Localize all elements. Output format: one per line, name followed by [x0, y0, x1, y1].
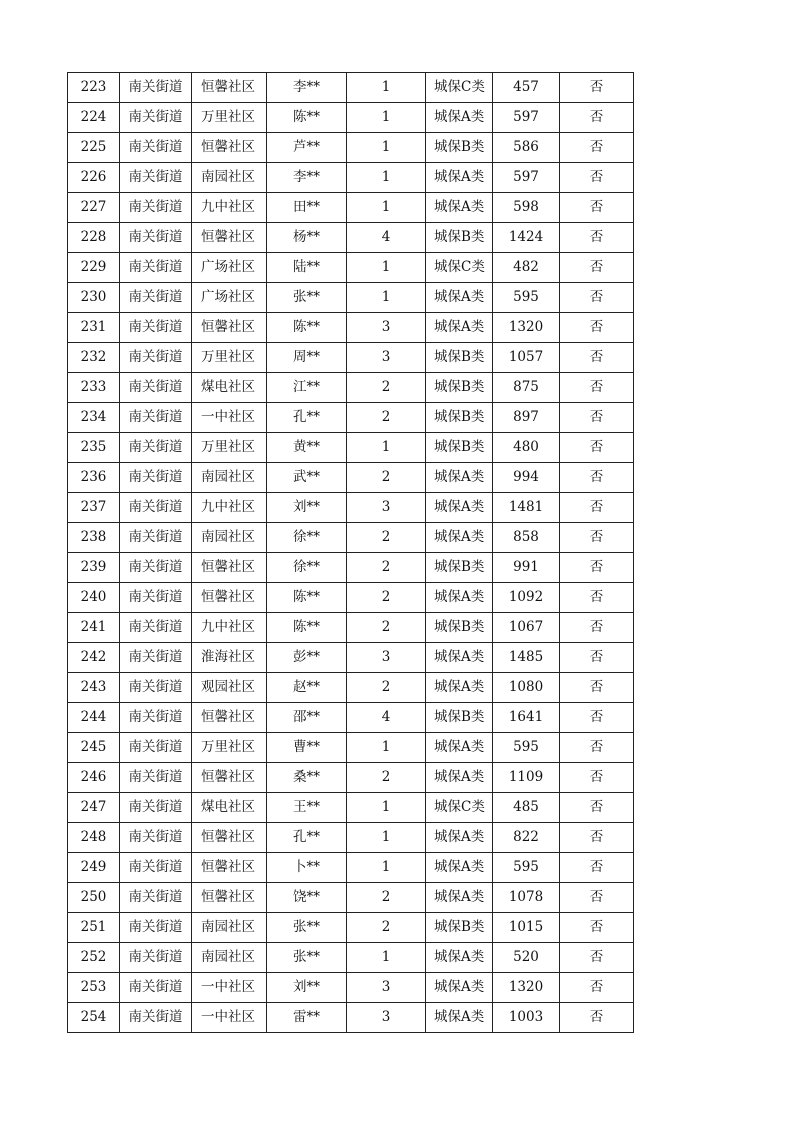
subdistrict-cell: 南关街道: [120, 793, 192, 823]
community-cell: 恒馨社区: [192, 223, 267, 253]
serial-number-cell: 250: [68, 883, 120, 913]
insurance-type-cell: 城保B类: [426, 703, 493, 733]
insurance-type-cell: 城保C类: [426, 793, 493, 823]
subdistrict-cell: 南关街道: [120, 943, 192, 973]
serial-number-cell: 236: [68, 463, 120, 493]
amount-cell: 822: [493, 823, 560, 853]
name-cell: 徐**: [267, 523, 347, 553]
subdistrict-cell: 南关街道: [120, 913, 192, 943]
community-cell: 恒馨社区: [192, 583, 267, 613]
insurance-type-cell: 城保A类: [426, 583, 493, 613]
serial-number-cell: 240: [68, 583, 120, 613]
household-size-cell: 2: [347, 883, 426, 913]
table-row: [68, 283, 634, 313]
serial-number-cell: 238: [68, 523, 120, 553]
table-row: [68, 553, 634, 583]
table-row: [68, 493, 634, 523]
table-row: [68, 313, 634, 343]
name-cell: 李**: [267, 163, 347, 193]
subdistrict-cell: 南关街道: [120, 103, 192, 133]
serial-number-cell: 248: [68, 823, 120, 853]
name-cell: 赵**: [267, 673, 347, 703]
community-cell: 淮海社区: [192, 643, 267, 673]
name-cell: 陈**: [267, 103, 347, 133]
subdistrict-cell: 南关街道: [120, 883, 192, 913]
insurance-type-cell: 城保C类: [426, 73, 493, 103]
subdistrict-cell: 南关街道: [120, 163, 192, 193]
serial-number-cell: 245: [68, 733, 120, 763]
household-size-cell: 1: [347, 733, 426, 763]
table-row: [68, 823, 634, 853]
household-size-cell: 1: [347, 193, 426, 223]
household-size-cell: 2: [347, 673, 426, 703]
flag-cell: 否: [560, 943, 634, 973]
table-row: [68, 583, 634, 613]
name-cell: 刘**: [267, 493, 347, 523]
table-row: [68, 433, 634, 463]
household-size-cell: 3: [347, 313, 426, 343]
insurance-type-cell: 城保A类: [426, 1003, 493, 1033]
serial-number-cell: 226: [68, 163, 120, 193]
flag-cell: 否: [560, 343, 634, 373]
flag-cell: 否: [560, 463, 634, 493]
serial-number-cell: 243: [68, 673, 120, 703]
serial-number-cell: 249: [68, 853, 120, 883]
insurance-type-cell: 城保A类: [426, 193, 493, 223]
table-row: [68, 103, 634, 133]
community-cell: 恒馨社区: [192, 883, 267, 913]
serial-number-cell: 242: [68, 643, 120, 673]
subdistrict-cell: 南关街道: [120, 553, 192, 583]
flag-cell: 否: [560, 133, 634, 163]
name-cell: 李**: [267, 73, 347, 103]
name-cell: 陈**: [267, 613, 347, 643]
serial-number-cell: 252: [68, 943, 120, 973]
insurance-type-cell: 城保A类: [426, 943, 493, 973]
insurance-type-cell: 城保B类: [426, 553, 493, 583]
community-cell: 恒馨社区: [192, 73, 267, 103]
amount-cell: 875: [493, 373, 560, 403]
community-cell: 万里社区: [192, 733, 267, 763]
table-row: [68, 223, 634, 253]
table-row: [68, 973, 634, 1003]
subdistrict-cell: 南关街道: [120, 433, 192, 463]
household-size-cell: 3: [347, 643, 426, 673]
subdistrict-cell: 南关街道: [120, 463, 192, 493]
amount-cell: 482: [493, 253, 560, 283]
serial-number-cell: 233: [68, 373, 120, 403]
table-row: [68, 193, 634, 223]
household-size-cell: 1: [347, 283, 426, 313]
flag-cell: 否: [560, 73, 634, 103]
community-cell: 南园社区: [192, 463, 267, 493]
household-size-cell: 3: [347, 973, 426, 1003]
flag-cell: 否: [560, 703, 634, 733]
records-table: [67, 72, 634, 1033]
name-cell: 曹**: [267, 733, 347, 763]
table-row: [68, 733, 634, 763]
name-cell: 武**: [267, 463, 347, 493]
amount-cell: 1485: [493, 643, 560, 673]
household-size-cell: 2: [347, 463, 426, 493]
subdistrict-cell: 南关街道: [120, 763, 192, 793]
amount-cell: 897: [493, 403, 560, 433]
community-cell: 广场社区: [192, 283, 267, 313]
insurance-type-cell: 城保A类: [426, 673, 493, 703]
community-cell: 恒馨社区: [192, 313, 267, 343]
flag-cell: 否: [560, 103, 634, 133]
amount-cell: 1003: [493, 1003, 560, 1033]
household-size-cell: 4: [347, 703, 426, 733]
records-table-body: [68, 73, 634, 1033]
subdistrict-cell: 南关街道: [120, 133, 192, 163]
flag-cell: 否: [560, 793, 634, 823]
flag-cell: 否: [560, 883, 634, 913]
table-row: [68, 943, 634, 973]
name-cell: 雷**: [267, 1003, 347, 1033]
community-cell: 观园社区: [192, 673, 267, 703]
community-cell: 九中社区: [192, 613, 267, 643]
insurance-type-cell: 城保A类: [426, 853, 493, 883]
household-size-cell: 2: [347, 553, 426, 583]
household-size-cell: 2: [347, 583, 426, 613]
table-row: [68, 373, 634, 403]
name-cell: 张**: [267, 943, 347, 973]
community-cell: 九中社区: [192, 493, 267, 523]
amount-cell: 991: [493, 553, 560, 583]
serial-number-cell: 225: [68, 133, 120, 163]
community-cell: 九中社区: [192, 193, 267, 223]
subdistrict-cell: 南关街道: [120, 733, 192, 763]
community-cell: 万里社区: [192, 433, 267, 463]
table-row: [68, 253, 634, 283]
subdistrict-cell: 南关街道: [120, 613, 192, 643]
flag-cell: 否: [560, 853, 634, 883]
table-row: [68, 463, 634, 493]
household-size-cell: 1: [347, 133, 426, 163]
amount-cell: 994: [493, 463, 560, 493]
insurance-type-cell: 城保A类: [426, 883, 493, 913]
flag-cell: 否: [560, 613, 634, 643]
flag-cell: 否: [560, 493, 634, 523]
insurance-type-cell: 城保B类: [426, 403, 493, 433]
table-row: [68, 913, 634, 943]
name-cell: 邵**: [267, 703, 347, 733]
name-cell: 陆**: [267, 253, 347, 283]
amount-cell: 597: [493, 163, 560, 193]
table-row: [68, 133, 634, 163]
flag-cell: 否: [560, 313, 634, 343]
subdistrict-cell: 南关街道: [120, 493, 192, 523]
amount-cell: 1109: [493, 763, 560, 793]
household-size-cell: 2: [347, 913, 426, 943]
flag-cell: 否: [560, 583, 634, 613]
community-cell: 恒馨社区: [192, 553, 267, 583]
amount-cell: 1320: [493, 973, 560, 1003]
name-cell: 陈**: [267, 313, 347, 343]
community-cell: 一中社区: [192, 973, 267, 1003]
household-size-cell: 2: [347, 763, 426, 793]
subdistrict-cell: 南关街道: [120, 523, 192, 553]
household-size-cell: 3: [347, 1003, 426, 1033]
household-size-cell: 4: [347, 223, 426, 253]
household-size-cell: 3: [347, 493, 426, 523]
insurance-type-cell: 城保B类: [426, 433, 493, 463]
name-cell: 孔**: [267, 403, 347, 433]
insurance-type-cell: 城保A类: [426, 973, 493, 1003]
table-row: [68, 703, 634, 733]
amount-cell: 1092: [493, 583, 560, 613]
household-size-cell: 2: [347, 523, 426, 553]
community-cell: 南园社区: [192, 913, 267, 943]
name-cell: 刘**: [267, 973, 347, 1003]
subdistrict-cell: 南关街道: [120, 703, 192, 733]
table-row: [68, 343, 634, 373]
household-size-cell: 2: [347, 613, 426, 643]
subdistrict-cell: 南关街道: [120, 853, 192, 883]
insurance-type-cell: 城保B类: [426, 613, 493, 643]
amount-cell: 597: [493, 103, 560, 133]
insurance-type-cell: 城保C类: [426, 253, 493, 283]
community-cell: 恒馨社区: [192, 853, 267, 883]
serial-number-cell: 253: [68, 973, 120, 1003]
amount-cell: 598: [493, 193, 560, 223]
name-cell: 张**: [267, 913, 347, 943]
serial-number-cell: 227: [68, 193, 120, 223]
table-row: [68, 523, 634, 553]
serial-number-cell: 247: [68, 793, 120, 823]
household-size-cell: 1: [347, 823, 426, 853]
flag-cell: 否: [560, 223, 634, 253]
household-size-cell: 2: [347, 403, 426, 433]
name-cell: 张**: [267, 283, 347, 313]
household-size-cell: 1: [347, 853, 426, 883]
amount-cell: 1481: [493, 493, 560, 523]
amount-cell: 480: [493, 433, 560, 463]
flag-cell: 否: [560, 763, 634, 793]
community-cell: 广场社区: [192, 253, 267, 283]
serial-number-cell: 241: [68, 613, 120, 643]
insurance-type-cell: 城保B类: [426, 913, 493, 943]
serial-number-cell: 223: [68, 73, 120, 103]
community-cell: 一中社区: [192, 403, 267, 433]
insurance-type-cell: 城保A类: [426, 163, 493, 193]
flag-cell: 否: [560, 193, 634, 223]
subdistrict-cell: 南关街道: [120, 73, 192, 103]
insurance-type-cell: 城保A类: [426, 313, 493, 343]
name-cell: 桑**: [267, 763, 347, 793]
flag-cell: 否: [560, 733, 634, 763]
flag-cell: 否: [560, 673, 634, 703]
community-cell: 南园社区: [192, 523, 267, 553]
insurance-type-cell: 城保A类: [426, 643, 493, 673]
flag-cell: 否: [560, 403, 634, 433]
amount-cell: 1320: [493, 313, 560, 343]
insurance-type-cell: 城保A类: [426, 493, 493, 523]
insurance-type-cell: 城保B类: [426, 373, 493, 403]
name-cell: 杨**: [267, 223, 347, 253]
subdistrict-cell: 南关街道: [120, 313, 192, 343]
amount-cell: 586: [493, 133, 560, 163]
subdistrict-cell: 南关街道: [120, 223, 192, 253]
table-row: [68, 883, 634, 913]
insurance-type-cell: 城保B类: [426, 223, 493, 253]
flag-cell: 否: [560, 643, 634, 673]
flag-cell: 否: [560, 163, 634, 193]
amount-cell: 1080: [493, 673, 560, 703]
subdistrict-cell: 南关街道: [120, 583, 192, 613]
amount-cell: 457: [493, 73, 560, 103]
table-row: [68, 763, 634, 793]
serial-number-cell: 244: [68, 703, 120, 733]
name-cell: 孔**: [267, 823, 347, 853]
subdistrict-cell: 南关街道: [120, 193, 192, 223]
serial-number-cell: 230: [68, 283, 120, 313]
household-size-cell: 1: [347, 103, 426, 133]
insurance-type-cell: 城保A类: [426, 103, 493, 133]
household-size-cell: 1: [347, 253, 426, 283]
subdistrict-cell: 南关街道: [120, 643, 192, 673]
table-row: [68, 1003, 634, 1033]
community-cell: 恒馨社区: [192, 763, 267, 793]
serial-number-cell: 254: [68, 1003, 120, 1033]
table-row: [68, 613, 634, 643]
name-cell: 彭**: [267, 643, 347, 673]
insurance-type-cell: 城保A类: [426, 523, 493, 553]
flag-cell: 否: [560, 913, 634, 943]
community-cell: 恒馨社区: [192, 703, 267, 733]
amount-cell: 1057: [493, 343, 560, 373]
serial-number-cell: 232: [68, 343, 120, 373]
serial-number-cell: 231: [68, 313, 120, 343]
table-row: [68, 73, 634, 103]
amount-cell: 1641: [493, 703, 560, 733]
amount-cell: 1067: [493, 613, 560, 643]
name-cell: 陈**: [267, 583, 347, 613]
insurance-type-cell: 城保A类: [426, 463, 493, 493]
community-cell: 万里社区: [192, 103, 267, 133]
table-row: [68, 853, 634, 883]
household-size-cell: 2: [347, 373, 426, 403]
serial-number-cell: 246: [68, 763, 120, 793]
flag-cell: 否: [560, 1003, 634, 1033]
name-cell: 田**: [267, 193, 347, 223]
community-cell: 煤电社区: [192, 793, 267, 823]
flag-cell: 否: [560, 823, 634, 853]
flag-cell: 否: [560, 523, 634, 553]
table-row: [68, 163, 634, 193]
subdistrict-cell: 南关街道: [120, 343, 192, 373]
insurance-type-cell: 城保B类: [426, 133, 493, 163]
flag-cell: 否: [560, 433, 634, 463]
flag-cell: 否: [560, 553, 634, 583]
household-size-cell: 1: [347, 793, 426, 823]
name-cell: 黄**: [267, 433, 347, 463]
amount-cell: 1078: [493, 883, 560, 913]
amount-cell: 520: [493, 943, 560, 973]
amount-cell: 595: [493, 853, 560, 883]
subdistrict-cell: 南关街道: [120, 973, 192, 1003]
serial-number-cell: 237: [68, 493, 120, 523]
flag-cell: 否: [560, 283, 634, 313]
serial-number-cell: 228: [68, 223, 120, 253]
community-cell: 万里社区: [192, 343, 267, 373]
subdistrict-cell: 南关街道: [120, 283, 192, 313]
amount-cell: 1424: [493, 223, 560, 253]
community-cell: 一中社区: [192, 1003, 267, 1033]
insurance-type-cell: 城保A类: [426, 733, 493, 763]
subdistrict-cell: 南关街道: [120, 823, 192, 853]
household-size-cell: 1: [347, 433, 426, 463]
amount-cell: 595: [493, 283, 560, 313]
household-size-cell: 1: [347, 73, 426, 103]
serial-number-cell: 235: [68, 433, 120, 463]
name-cell: 饶**: [267, 883, 347, 913]
name-cell: 徐**: [267, 553, 347, 583]
name-cell: 芦**: [267, 133, 347, 163]
household-size-cell: 1: [347, 943, 426, 973]
serial-number-cell: 251: [68, 913, 120, 943]
insurance-type-cell: 城保B类: [426, 343, 493, 373]
community-cell: 南园社区: [192, 943, 267, 973]
flag-cell: 否: [560, 973, 634, 1003]
table-row: [68, 793, 634, 823]
insurance-type-cell: 城保A类: [426, 823, 493, 853]
community-cell: 恒馨社区: [192, 823, 267, 853]
serial-number-cell: 224: [68, 103, 120, 133]
subdistrict-cell: 南关街道: [120, 373, 192, 403]
insurance-type-cell: 城保A类: [426, 763, 493, 793]
flag-cell: 否: [560, 253, 634, 283]
subdistrict-cell: 南关街道: [120, 403, 192, 433]
community-cell: 煤电社区: [192, 373, 267, 403]
amount-cell: 858: [493, 523, 560, 553]
insurance-type-cell: 城保A类: [426, 283, 493, 313]
table-row: [68, 643, 634, 673]
serial-number-cell: 239: [68, 553, 120, 583]
subdistrict-cell: 南关街道: [120, 673, 192, 703]
name-cell: 王**: [267, 793, 347, 823]
flag-cell: 否: [560, 373, 634, 403]
amount-cell: 595: [493, 733, 560, 763]
subdistrict-cell: 南关街道: [120, 1003, 192, 1033]
amount-cell: 1015: [493, 913, 560, 943]
household-size-cell: 1: [347, 163, 426, 193]
amount-cell: 485: [493, 793, 560, 823]
serial-number-cell: 229: [68, 253, 120, 283]
community-cell: 恒馨社区: [192, 133, 267, 163]
table-row: [68, 673, 634, 703]
community-cell: 南园社区: [192, 163, 267, 193]
name-cell: 周**: [267, 343, 347, 373]
household-size-cell: 3: [347, 343, 426, 373]
name-cell: 卜**: [267, 853, 347, 883]
subdistrict-cell: 南关街道: [120, 253, 192, 283]
name-cell: 江**: [267, 373, 347, 403]
table-row: [68, 403, 634, 433]
serial-number-cell: 234: [68, 403, 120, 433]
